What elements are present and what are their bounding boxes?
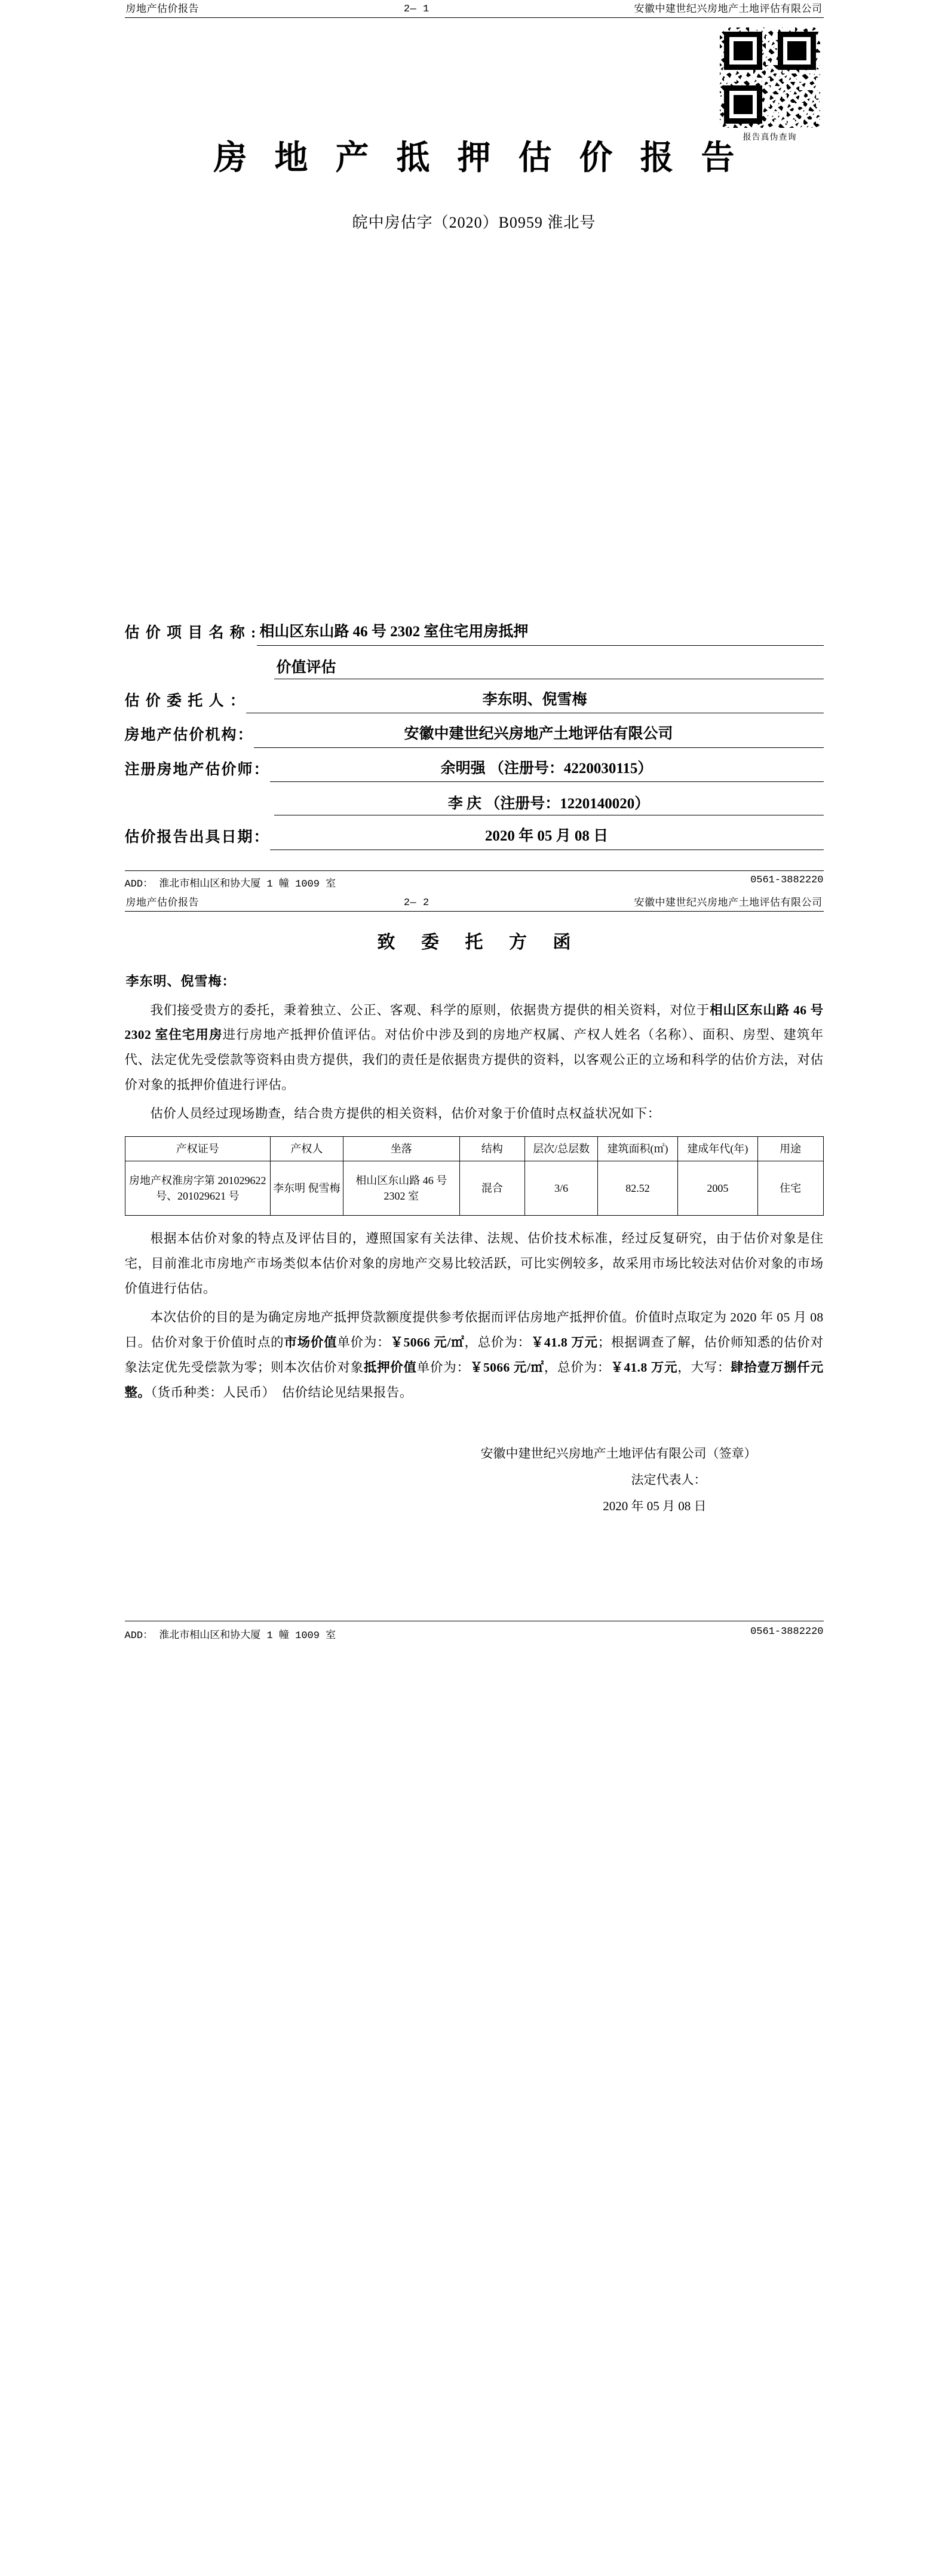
- running-header-right: 安徽中建世纪兴房地产土地评估有限公司: [634, 896, 823, 908]
- field-value[interactable]: 安徽中建世纪兴房地产土地评估有限公司: [254, 723, 824, 748]
- signature-legal-rep: 法定代表人：: [631, 1472, 707, 1487]
- td-year: 2005: [677, 1161, 757, 1216]
- page-1: [125, 0, 824, 1642]
- footer-address: ADD： 淮北市相山区和协大厦 1 幢 1009 室: [124, 1630, 336, 1642]
- field-appraisers-cont: [125, 792, 824, 815]
- field-label: 房地产估价机构：: [124, 727, 254, 743]
- td-cert: 房地产权淮房字第 201029622 号、201029621 号: [125, 1161, 271, 1216]
- table-header-row: [125, 1137, 823, 1161]
- td-area: 82.52: [597, 1161, 677, 1216]
- letter-paragraph-3: 根据本估价对象的特点及评估目的，遵照国家有关法律、法规、估价技术标准，经过反复研究，由于估价对象是住宅，目前淮北市房地产市场类似本估价对象的房地产交易比较活跃，可比实例较多，故采用市场比较法对估价对象的市场价值进行估估。: [124, 1231, 824, 1296]
- cover-fields: [125, 621, 824, 850]
- th-location: 坐落: [343, 1137, 459, 1161]
- field-client: [125, 689, 824, 714]
- running-header-page-number: 2— 2: [403, 897, 429, 909]
- qr-eye-bottom-left: [724, 85, 762, 124]
- report-code: 皖中房估字（2020）B0959 淮北号: [352, 214, 596, 231]
- footer-page-2: [125, 1621, 824, 1642]
- td-floor: 3/6: [525, 1161, 598, 1216]
- property-table: [125, 1136, 824, 1216]
- page-2: [125, 894, 824, 1642]
- running-header-page-1: [125, 0, 824, 18]
- field-value[interactable]: 相山区东山路 46 号 2302 室住宅用房抵押: [257, 621, 823, 646]
- th-structure: 结构: [459, 1137, 525, 1161]
- signature-date: 2020 年 05 月 08 日: [603, 1498, 707, 1513]
- field-value-continued[interactable]: 李 庆 （注册号：1220140020）: [274, 792, 824, 815]
- field-appraisers: [125, 758, 824, 783]
- running-header-page-2: [125, 894, 824, 912]
- field-value[interactable]: 2020 年 05 月 08 日: [270, 825, 824, 850]
- th-owner: 产权人: [271, 1137, 343, 1161]
- field-label: 注册房地产估价师：: [124, 761, 270, 778]
- running-header-left: 房地产估价报告: [125, 3, 199, 14]
- running-header-page-number: 2— 1: [403, 4, 429, 15]
- footer-address: ADD： 淮北市相山区和协大厦 1 幢 1009 室: [124, 878, 336, 890]
- field-value-continued[interactable]: 价值评估: [274, 655, 824, 679]
- qr-eye-top-right: [778, 32, 816, 70]
- field-label: 估 价 项 目 名 称 :: [124, 625, 257, 641]
- th-year: 建成年代(年): [677, 1137, 757, 1161]
- page-title: 房 地 产 抵 押 估 价 报 告: [213, 140, 744, 177]
- qr-eye-top-left: [724, 32, 762, 70]
- td-location: 相山区东山路 46 号 2302 室: [343, 1161, 459, 1216]
- letter-title: 致 委 托 方 函: [377, 932, 582, 952]
- qr-caption: 报告真伪查询: [743, 133, 797, 142]
- field-project-name-cont: [125, 655, 824, 679]
- field-project-name: [125, 621, 824, 646]
- field-value[interactable]: 余明强 （注册号：4220030115）: [270, 758, 824, 783]
- letter-addressee: 李东明、倪雪梅：: [125, 973, 236, 989]
- qr-block: [717, 27, 823, 143]
- running-header-right: 安徽中建世纪兴房地产土地评估有限公司: [634, 3, 823, 14]
- th-use: 用途: [757, 1137, 823, 1161]
- field-appraisal-agency: [125, 723, 824, 748]
- table-row: [125, 1161, 823, 1216]
- td-use: 住宅: [757, 1161, 823, 1216]
- td-owner: 李东明 倪雪梅: [271, 1161, 343, 1216]
- footer-phone: 0561-3882220: [750, 874, 824, 886]
- running-header-left: 房地产估价报告: [125, 896, 199, 908]
- signature-block: [125, 1440, 824, 1519]
- footer-phone: 0561-3882220: [750, 1626, 824, 1637]
- letter-paragraph-4: 本次估价的目的是为确定房地产抵押贷款额度提供参考依据而评估房地产抵押价值。价值时点取定为 2020 年 05 月 08 日。估价对象于价值时点的市场价值单价为：￥5066 元/㎡，总价为：￥41.8 万元；根据调查了解，估价师知悉的估价对象法定优先受偿款为零；则本次估价对象抵押价值单价为：￥5066 元/㎡，总价为：￥41.8 万元，大写：肆拾壹万捌仟元整。（货币种类：人民币） 估价结论见结果报告。: [124, 1310, 824, 1400]
- field-label: 估价报告出具日期：: [124, 829, 270, 845]
- th-cert: 产权证号: [125, 1137, 271, 1161]
- th-floor: 层次/总层数: [525, 1137, 598, 1161]
- qr-code-icon[interactable]: [720, 27, 820, 128]
- signature-company: 安徽中建世纪兴房地产土地评估有限公司（签章）: [480, 1446, 757, 1461]
- field-issue-date: [125, 825, 824, 850]
- footer-page-1: [125, 870, 824, 890]
- letter-paragraph-1: 我们接受贵方的委托，秉着独立、公正、客观、科学的原则，依据贵方提供的相关资料，对位于相山区东山路 46 号 2302 室住宅用房进行房地产抵押价值评估。对估价中涉及到的房地产权属、产权人姓名（名称）、面积、房型、建筑年代、法定优先受偿款等资料由贵方提供，我们的责任是依据贵方提供的资料，以客观公正的立场和科学的估价方法，对估价对象的抵押价值进行评估。: [124, 1002, 824, 1093]
- field-label: 估 价 委 托 人 ：: [124, 692, 246, 709]
- letter-paragraph-2: 估价人员经过现场勘查，结合贵方提供的相关资料，估价对象于价值时点权益状况如下：: [150, 1106, 661, 1121]
- field-value[interactable]: 李东明、倪雪梅: [246, 689, 824, 714]
- td-structure: 混合: [459, 1161, 525, 1216]
- th-area: 建筑面积(㎡): [597, 1137, 677, 1161]
